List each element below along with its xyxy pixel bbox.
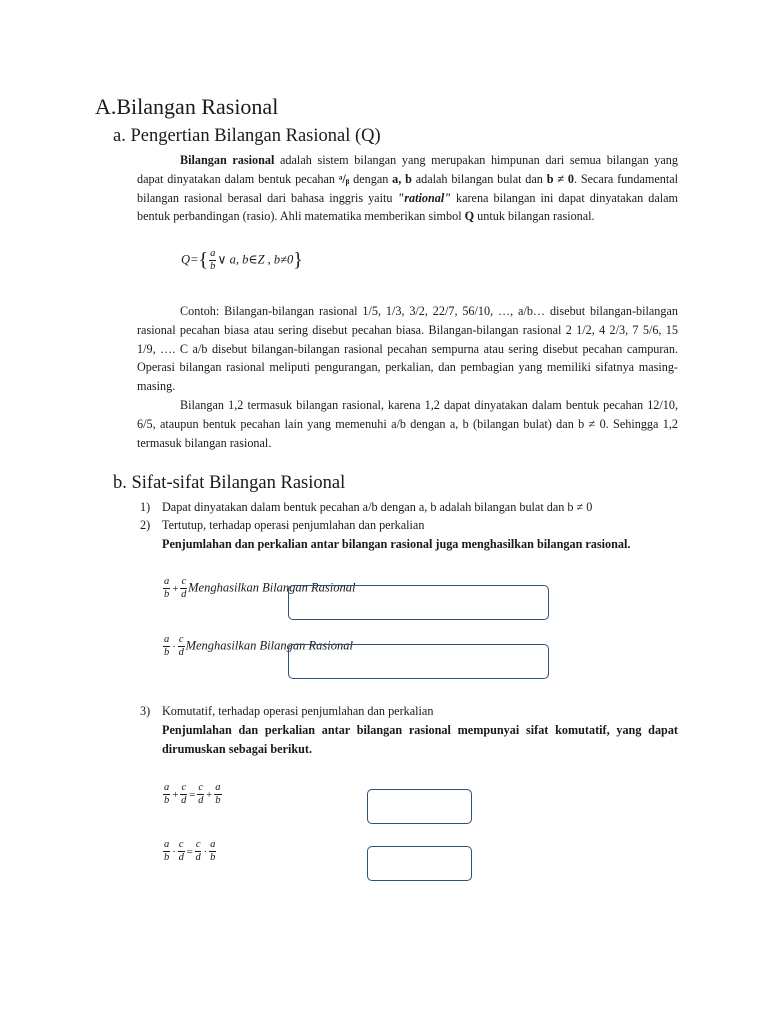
text-span: adalah bilangan bulat dan: [411, 171, 547, 186]
frac-num: a: [164, 782, 170, 793]
dot-sign: ·: [172, 640, 176, 653]
fraction-symbol: ᵃ/ᵦ: [338, 171, 350, 186]
bold-neq: ≠ 0: [557, 171, 574, 186]
answer-box-2[interactable]: [288, 644, 549, 679]
result-text: Menghasilkan Bilangan Rasional: [185, 638, 353, 653]
answer-box-4[interactable]: [367, 846, 472, 881]
brace-open: {: [198, 249, 209, 271]
term-rational: "rational": [397, 190, 451, 205]
frac-den: d: [178, 852, 184, 863]
fraction-a-b: [209, 839, 216, 864]
text-span: dengan: [349, 171, 393, 186]
fraction-a-b: [163, 782, 170, 807]
list-item-2: [140, 516, 680, 535]
fraction-a-b: [214, 782, 221, 807]
term-bilangan-rasional: Bilangan rasional: [180, 153, 275, 167]
brace-close: }: [293, 249, 303, 271]
frac-den: b: [164, 852, 170, 863]
fraction-a-b: [163, 839, 170, 864]
frac-num: c: [181, 576, 187, 587]
equals-sign: =: [186, 845, 193, 858]
paragraph-example: Contoh: Bilangan-bilangan rasional 1/5, 1/3, 3/2, 22/7, 56/10, …, a/b… disebut bilangan-bilangan rasional pecahan biasa atau sering disebut pecahan biasa. Bilangan-bilangan rasional 2 1/2, 4 2/3, 7 5/6, 15 1/9, …. C a/b disebut bilangan-bilangan rasional pecahan sempurna atau sering disebut pecahan campuran. Operasi bilangan rasional meliputi pengurangan, perkalian, dan pembagian yang memiliki sifatnya masing-masing.: [137, 304, 678, 394]
frac-num: c: [178, 839, 184, 850]
closure-statement: Penjumlahan dan perkalian antar bilangan rasional juga menghasilkan bilangan rasional.: [162, 537, 631, 551]
plus-sign: +: [172, 582, 179, 595]
list-number: 2): [140, 518, 151, 532]
fraction-c-d: [180, 782, 187, 807]
fraction-a-b: [163, 634, 170, 659]
paragraph-definition: [137, 151, 678, 226]
frac-den: b: [210, 261, 216, 272]
list-item-3: [140, 702, 680, 721]
frac-num: a: [164, 839, 170, 850]
list-text: Komutatif, terhadap operasi penjumlahan dan perkalian: [162, 704, 434, 718]
frac-num: a: [215, 782, 221, 793]
paragraph-decimal: Bilangan 1,2 termasuk bilangan rasional, karena 1,2 dapat dinyatakan dalam bentuk pecahan 12/10, 6/5, ataupun bentuk pecahan lain yang memenuhi a/b dengan a, b (bilangan bulat) dan b ≠ 0. Sehingga 1,2 termasuk bilangan rasional.: [137, 398, 678, 450]
answer-box-1[interactable]: [288, 585, 549, 620]
fraction-a-b: [163, 576, 170, 601]
bold-b: b: [546, 171, 554, 186]
answer-box-3[interactable]: [367, 789, 472, 824]
frac-num: a: [210, 248, 216, 259]
frac-den: d: [181, 795, 187, 806]
fraction-c-d: [178, 839, 185, 864]
section-b-title: b. Sifat-sifat Bilangan Rasional: [113, 473, 346, 493]
fraction-c-d: [195, 839, 202, 864]
text-span: adalah sistem bilangan yang merupakan himpunan dari semua bilangan yang dapat dinyatakan dalam bentuk pecahan: [137, 153, 678, 186]
list-number: 1): [140, 500, 151, 514]
frac-den: b: [164, 589, 170, 600]
commutative-multiplication-formula: [162, 839, 217, 864]
frac-num: c: [181, 782, 187, 793]
section-a-title: a. Pengertian Bilangan Rasional (Q): [113, 126, 381, 146]
set-formula: [181, 248, 303, 273]
frac-num: a: [164, 634, 170, 645]
list-number: 3): [140, 704, 151, 718]
bold-ab: a, b: [392, 171, 412, 186]
formula-fraction: [209, 248, 216, 273]
commutative-addition-formula: [162, 782, 223, 807]
commutative-statement: Penjumlahan dan perkalian antar bilangan rasional mempunyai sifat komutatif, yang dapat dirumuskan sebagai berikut.: [162, 723, 678, 756]
formula-lhs: Q=: [181, 252, 199, 267]
result-text: Menghasilkan Bilangan Rasional: [188, 580, 356, 595]
text-span: untuk bilangan rasional.: [474, 209, 595, 224]
frac-den: d: [195, 852, 201, 863]
symbol-q: Q: [464, 209, 475, 224]
list-text: Dapat dinyatakan dalam bentuk pecahan a/b dengan a, b adalah bilangan bulat dan b ≠ 0: [162, 500, 593, 514]
frac-den: b: [164, 795, 170, 806]
equals-sign: =: [189, 788, 196, 801]
frac-den: b: [210, 852, 216, 863]
text-span: . Secara fundamental bilangan rasional berasal dari bahasa inggris yaitu: [137, 171, 679, 205]
frac-den: b: [164, 647, 170, 658]
frac-den: d: [178, 647, 184, 658]
main-heading: A.Bilangan Rasional: [95, 94, 279, 119]
frac-den: d: [181, 589, 187, 600]
fraction-c-d: [178, 634, 185, 659]
formula-rest: ∨ a, b∈Z , b≠0: [217, 252, 294, 267]
plus-sign: +: [172, 788, 179, 801]
frac-den: d: [198, 795, 204, 806]
plus-sign: +: [206, 788, 213, 801]
dot-sign: ·: [203, 845, 208, 858]
list-item-1: [140, 498, 680, 517]
frac-num: a: [164, 576, 170, 587]
fraction-c-d: [197, 782, 204, 807]
text-span: karena bilangan ini dapat dinyatakan dalam bentuk perbandingan (rasio). Ahli matematika memberikan simbol: [137, 190, 679, 224]
frac-num: a: [210, 839, 216, 850]
frac-num: c: [195, 839, 201, 850]
frac-den: b: [215, 795, 221, 806]
frac-num: c: [198, 782, 204, 793]
dot-sign: ·: [172, 845, 176, 858]
list-text: Tertutup, terhadap operasi penjumlahan dan perkalian: [162, 518, 425, 532]
frac-num: c: [178, 634, 184, 645]
fraction-c-d: [180, 576, 187, 601]
